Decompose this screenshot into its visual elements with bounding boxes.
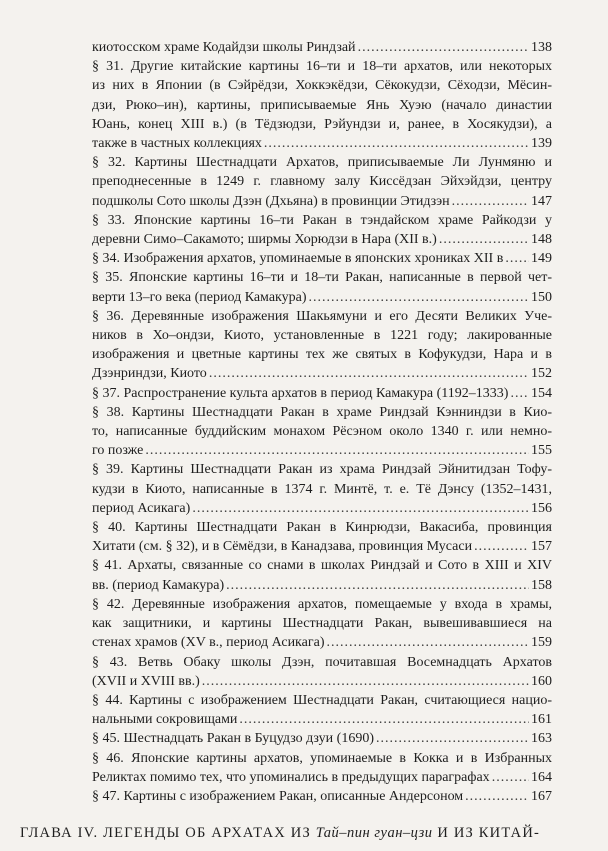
toc-last-line: [92, 787, 552, 806]
toc-last-line: [92, 441, 552, 460]
toc-entry: [92, 153, 552, 211]
toc-line: § 31. Другие китайские картины 16–ти и 18–ти архатов, или некоторых: [92, 59, 552, 75]
toc-line: как защитники, и картины Шестнадцати Ракан, вывешивавшиеся на: [92, 616, 552, 632]
toc-entry: [92, 384, 552, 403]
toc-entry: [92, 38, 552, 57]
toc-last-line: [92, 230, 552, 249]
dot-leader: [492, 768, 529, 787]
chapter-prefix: ГЛАВА IV. ЛЕГЕНДЫ ОБ АРХАТАХ ИЗ: [20, 825, 316, 841]
toc-entry: [92, 268, 552, 306]
toc-entry: [92, 307, 552, 384]
page-number: 167: [531, 788, 552, 804]
page-number: 138: [531, 40, 552, 55]
page-number: 139: [531, 136, 552, 152]
chapter-suffix: И ИЗ КИТАЙ-: [432, 825, 541, 841]
toc-last-line: [92, 537, 552, 556]
toc-entry: [92, 691, 552, 729]
dot-leader: [192, 499, 529, 518]
page-number: 159: [531, 635, 552, 651]
toc-line: § 46. Японские картины архатов, упоминаемые в Кокка и в Избранных: [92, 750, 552, 766]
page-number: 163: [531, 731, 552, 747]
toc-line: § 41. Архаты, связанные со снами в школах Риндзай и Сото в XIII и XIV: [92, 558, 552, 574]
toc-entry-text: Хитати (см. § 32), и в Сёмёдзи, в Канадзава, провинция Мусаси: [92, 539, 473, 555]
toc-line: § 32. Картины Шестнадцати Архатов, приписываемые Ли Лунмяню и: [92, 155, 552, 171]
page-number: 158: [531, 577, 552, 593]
toc-last-line: [92, 38, 552, 57]
toc-last-line: [92, 192, 552, 211]
toc-entry-text: также в частных коллекциях: [92, 136, 262, 152]
toc-entry: [92, 787, 552, 806]
toc-line: кудзи в Киото, написанные в 1374 г. Минтё, т. е. Тё Дэнсу (1352–1431,: [92, 481, 552, 497]
toc-line: дзи, Рюко–ин), картины, приписываемые Янь Хуэю (начало династии: [92, 97, 552, 113]
page-number: 164: [531, 769, 552, 785]
page-number: 160: [531, 673, 552, 689]
toc-last-line: [92, 633, 552, 652]
toc-last-line: [92, 729, 552, 748]
page-number: 149: [531, 251, 552, 267]
dot-leader: [239, 710, 529, 729]
dot-leader: [505, 249, 529, 268]
toc-entry-text: Дзэнриндзи, Киото: [92, 366, 207, 382]
toc-line: преподнесенные в 1249 г. главному залу Киссёдзан Эйхэйдзи, центру: [92, 174, 552, 190]
page-number: 154: [531, 385, 552, 401]
toc-line: § 38. Картины Шестнадцати Ракан в храме Риндзай Кэнниндзи в Кио-: [92, 404, 552, 420]
toc-last-line: [92, 249, 552, 268]
toc-entry-text: § 37. Распространение культа архатов в период Камакура (1192–1333): [92, 385, 509, 401]
toc-entry-text: стенах храмов (XV в., период Асикага): [92, 635, 325, 651]
page-number: 157: [531, 539, 552, 555]
toc-last-line: [92, 384, 552, 403]
toc-last-line: [92, 288, 552, 307]
dot-leader: [145, 441, 529, 460]
toc-last-line: [92, 576, 552, 595]
dot-leader: [376, 729, 529, 748]
toc-line: изображения и цветные картины тех же святых в Кофукудзи, Нара и в: [92, 347, 552, 363]
toc-entry: [92, 211, 552, 249]
dot-leader: [439, 230, 529, 249]
toc-entry: [92, 653, 552, 691]
page-number: 156: [531, 500, 552, 516]
toc-entry: [92, 57, 552, 153]
toc-last-line: [92, 134, 552, 153]
dot-leader: [465, 787, 529, 806]
dot-leader: [510, 384, 529, 403]
dot-leader: [264, 134, 529, 153]
page-number: 150: [531, 289, 552, 305]
toc-entry-text: киотосском храме Кодайдзи школы Риндзай: [92, 40, 356, 55]
dot-leader: [209, 364, 529, 383]
toc-entry: [92, 749, 552, 787]
toc-last-line: [92, 364, 552, 383]
toc-line: § 33. Японские картины 16–ти Ракан в тэндайском храме Райкодзи у: [92, 212, 552, 228]
page-number: 155: [531, 443, 552, 459]
toc-entry: [92, 403, 552, 461]
toc-entry-text: Реликтах помимо тех, что упоминались в предыдущих параграфах: [92, 769, 490, 785]
toc-entry: [92, 518, 552, 556]
dot-leader: [326, 633, 529, 652]
dot-leader: [474, 537, 529, 556]
toc-entry-text: го позже: [92, 443, 144, 459]
toc-entry: [92, 460, 552, 518]
toc-line: § 35. Японские картины 16–ти и 18–ти Ракан, написанные в первой чет-: [92, 270, 552, 286]
toc-last-line: [92, 499, 552, 518]
page-number: 147: [531, 193, 552, 209]
toc-entry: [92, 556, 552, 594]
table-of-contents: [92, 38, 552, 806]
toc-entry-text: период Асикага): [92, 500, 191, 516]
toc-last-line: [92, 768, 552, 787]
toc-entry-text: деревни Симо–Сакамото; ширмы Хорюдзи в Нара (XII в.): [92, 232, 437, 248]
chapter-italic-title: Тай–пин гуан–цзи: [315, 825, 433, 841]
toc-entry: [92, 249, 552, 268]
toc-line: § 36. Деревянные изображения Шакьямуни и его Десяти Великих Уче-: [92, 308, 552, 324]
toc-line: § 39. Картины Шестнадцати Ракан из храма Риндзай Эйнитидзан Тофу-: [92, 462, 552, 478]
dot-leader: [226, 576, 529, 595]
toc-line: ников в Хо–ондзи, Киото, установленные в 1221 году; лакированные: [92, 328, 552, 344]
toc-entry-text: (XVII и XVIII вв.): [92, 673, 200, 689]
toc-line: § 40. Картины Шестнадцати Ракан в Кинрюдзи, Вакасиба, провинция: [92, 520, 552, 536]
toc-last-line: [92, 710, 552, 729]
toc-entry-text: верти 13–го века (период Камакура): [92, 289, 307, 305]
toc-line: § 43. Ветвь Обаку школы Дзэн, почитавшая Восемнадцать Архатов: [92, 654, 552, 670]
toc-line: из них в Японии (в Сэйрёдзи, Хоккэкёдзи, Сёкокудзи, Сёходзи, Мёсин-: [92, 78, 552, 94]
toc-line: Юань, конец XIII в.) (в Тёдзюдзи, Рэйундзи и, ранее, в Хосякудзи), а: [92, 116, 552, 132]
toc-line: то, написанные буддийским монахом Рёсэном около 1340 г. или немно-: [92, 424, 552, 440]
toc-entry-text: нальными сокровищами: [92, 712, 238, 728]
toc-entry-text: вв. (период Камакура): [92, 577, 225, 593]
dot-leader: [309, 288, 529, 307]
toc-line: § 44. Картины с изображением Шестнадцати Ракан, считающиеся нацио-: [92, 692, 552, 708]
toc-last-line: [92, 672, 552, 691]
toc-entry-text: § 47. Картины с изображением Ракан, описанные Андерсоном: [92, 788, 464, 804]
toc-entry-text: подшколы Сото школы Дзэн (Дхьяна) в провинции Этидзэн: [92, 193, 450, 209]
chapter-heading: [20, 824, 600, 843]
dot-leader: [202, 672, 529, 691]
toc-entry-text: § 34. Изображения архатов, упоминаемые в японских хрониках XII в: [92, 251, 504, 267]
toc-entry-text: § 45. Шестнадцать Ракан в Буцудзо дзуи (1690): [92, 731, 374, 747]
dot-leader: [358, 38, 529, 57]
page-number: 152: [531, 366, 552, 382]
toc-line: § 42. Деревянные изображения архатов, помещаемые у входа в храмы,: [92, 596, 552, 612]
toc-entry: [92, 595, 552, 653]
page-number: 161: [531, 712, 552, 728]
dot-leader: [452, 192, 529, 211]
toc-entry: [92, 729, 552, 748]
page-number: 148: [531, 232, 552, 248]
